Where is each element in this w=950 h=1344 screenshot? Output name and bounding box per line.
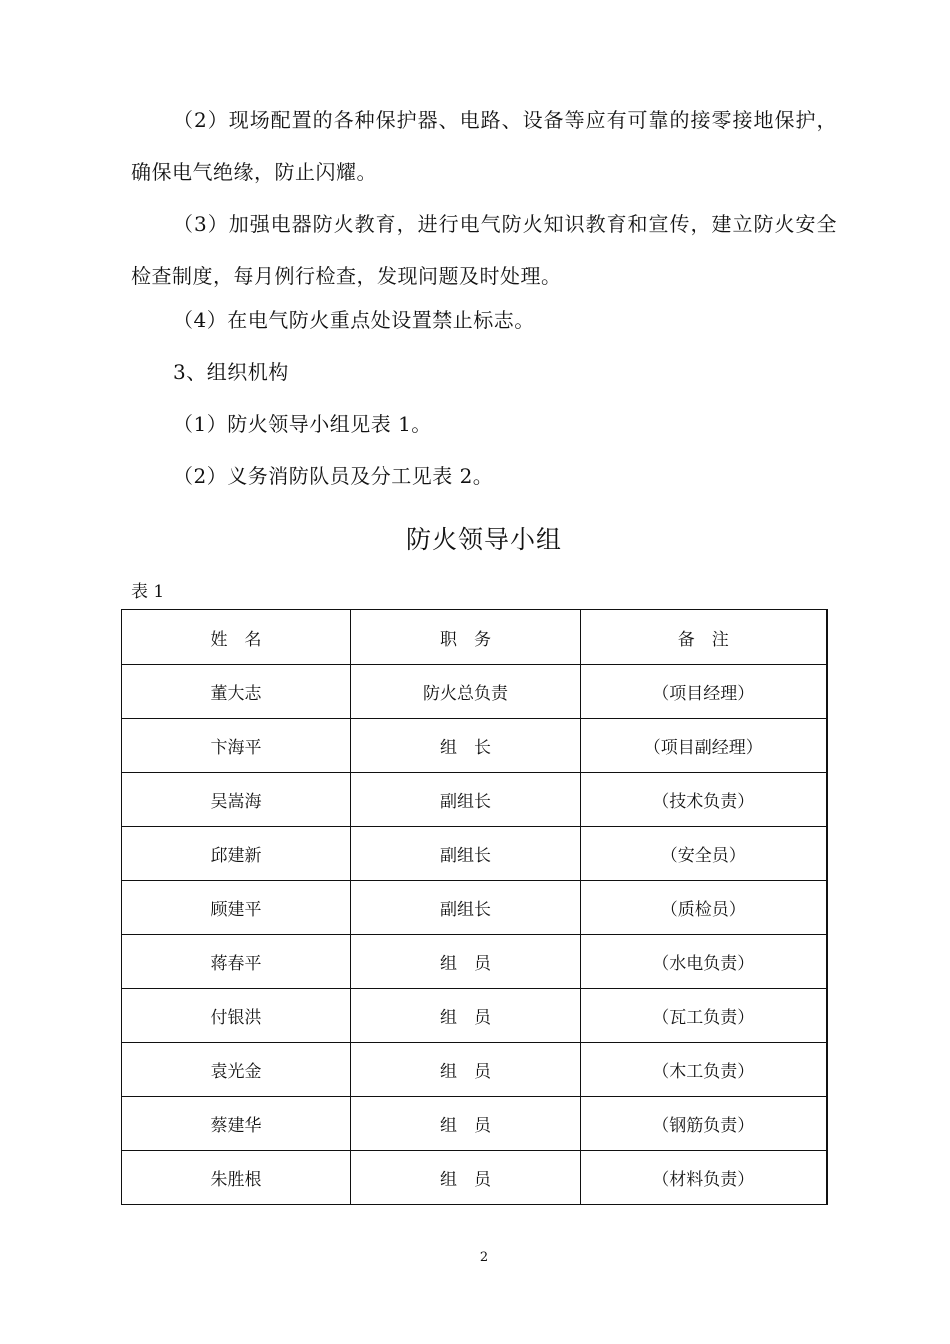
cell-remarks: （项目经理） [581,665,827,719]
cell-remarks: （木工负责） [581,1043,827,1097]
table-row [122,1043,827,1097]
cell-name: 卞海平 [122,719,351,773]
paragraph-warning-signs: （4）在电气防火重点处设置禁止标志。 [173,308,535,332]
cell-position: 组 长 [351,719,581,773]
section-heading-organization: 3、组织机构 [173,360,289,384]
header-position: 职 务 [351,610,581,665]
cell-remarks: （安全员） [581,827,827,881]
cell-name: 董大志 [122,665,351,719]
table-row [122,719,827,773]
cell-name: 邱建新 [122,827,351,881]
table-header-row [122,610,827,665]
cell-position: 副组长 [351,881,581,935]
table-row [122,881,827,935]
cell-position: 组 员 [351,1043,581,1097]
cell-remarks: （技术负责） [581,773,827,827]
cell-position: 组 员 [351,1097,581,1151]
cell-name: 蒋春平 [122,935,351,989]
cell-position: 防火总负责 [351,665,581,719]
table-row [122,1097,827,1151]
paragraph-volunteer-team-ref: （2）义务消防队员及分工见表 2。 [173,464,494,488]
cell-position: 副组长 [351,827,581,881]
cell-position: 组 员 [351,935,581,989]
table-row [122,989,827,1043]
cell-remarks: （瓦工负责） [581,989,827,1043]
cell-remarks: （材料负责） [581,1151,827,1205]
paragraph-grounding-protection: （2）现场配置的各种保护器、电路、设备等应有可靠的接零接地保护，确保电气绝缘，防止闪耀。 [131,108,837,184]
paragraph-leadership-group-ref: （1）防火领导小组见表 1。 [173,412,432,436]
cell-remarks: （钢筋负责） [581,1097,827,1151]
page-number: 2 [479,1250,489,1265]
paragraph-fire-education: （3）加强电器防火教育，进行电气防火知识教育和宣传，建立防火安全检查制度，每月例行检查，发现问题及时处理。 [131,212,837,288]
cell-name: 蔡建华 [122,1097,351,1151]
cell-remarks: （水电负责） [581,935,827,989]
cell-position: 副组长 [351,773,581,827]
cell-name: 吴嵩海 [122,773,351,827]
cell-name: 朱胜根 [122,1151,351,1205]
table-row [122,935,827,989]
header-name: 姓 名 [122,610,351,665]
table-title: 防火领导小组 [405,525,562,554]
table-row [122,827,827,881]
cell-remarks: （项目副经理） [581,719,827,773]
cell-remarks: （质检员） [581,881,827,935]
leadership-group-table [121,609,828,1205]
table-row [122,1151,827,1205]
cell-name: 顾建平 [122,881,351,935]
cell-name: 袁光金 [122,1043,351,1097]
table-row [122,665,827,719]
table-row [122,773,827,827]
header-remarks: 备 注 [581,610,827,665]
cell-position: 组 员 [351,1151,581,1205]
table-label: 表 1 [131,582,165,602]
cell-name: 付银洪 [122,989,351,1043]
cell-position: 组 员 [351,989,581,1043]
